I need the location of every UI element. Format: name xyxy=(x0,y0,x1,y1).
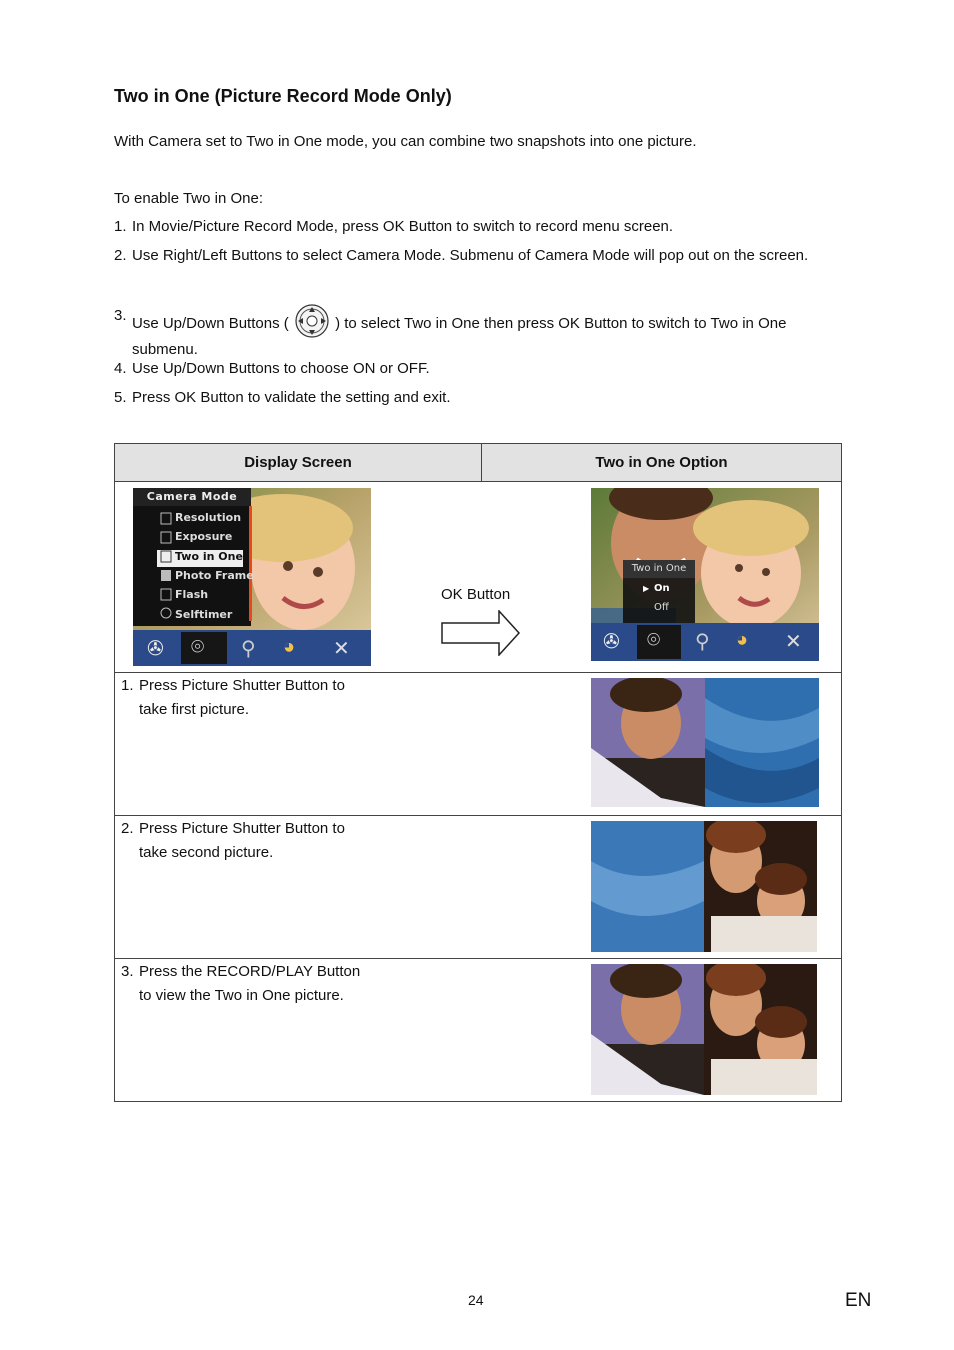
right-arrow-icon xyxy=(441,610,521,656)
submenu-option-on: On xyxy=(654,583,670,594)
menu-item-two-in-one: Two in One xyxy=(175,550,243,563)
table-step-3-text: 3. Press the RECORD/PLAY Button to view the Two in One picture. xyxy=(121,963,361,1004)
menu-item-selftimer: Selftimer xyxy=(175,608,233,621)
enable-heading: To enable Two in One: xyxy=(114,190,263,207)
camera-mode-icon: ⌾ xyxy=(647,627,661,652)
menu-item-photo-frame: Photo Frame xyxy=(175,569,254,582)
page-title: Two in One (Picture Record Mode Only) xyxy=(114,86,452,106)
table-row xyxy=(115,673,842,816)
submenu-title: Two in One xyxy=(631,563,687,574)
selection-pointer-icon: ▶ xyxy=(643,584,650,593)
step-1: 1. In Movie/Picture Record Mode, press OK Button to switch to record menu screen. xyxy=(114,218,674,235)
camera-mode-menu-title: Camera Mode xyxy=(146,490,238,503)
ok-button-label: OK Button xyxy=(441,586,511,603)
second-picture-photo xyxy=(591,821,817,952)
step-3: 3. Use Up/Down Buttons ( ) to select Two in One then press OK Button to switch to Two in One submenu. xyxy=(114,304,844,362)
menu-item-flash: Flash xyxy=(175,588,209,601)
screen-comparison-row xyxy=(115,482,842,673)
settings-tools-icon: ✕ xyxy=(785,631,802,653)
settings-tools-icon: ✕ xyxy=(333,638,350,660)
camera-mode-icon: ⌾ xyxy=(191,634,205,659)
microphone-icon: ⚲ xyxy=(241,638,256,660)
language-label: EN xyxy=(845,1290,872,1311)
two-in-one-submenu-screenshot xyxy=(591,488,819,661)
navigation-dpad-icon xyxy=(293,304,331,338)
page-number: 24 xyxy=(468,1292,484,1308)
menu-item-resolution: Resolution xyxy=(175,511,242,524)
header-display-screen: Display Screen xyxy=(115,444,482,482)
menu-item-exposure: Exposure xyxy=(175,530,233,543)
table-header-row xyxy=(115,444,842,482)
two-in-one-table xyxy=(114,443,842,1102)
step-5: 5. Press OK Button to validate the setting and exit. xyxy=(114,389,451,406)
first-picture-photo xyxy=(591,678,819,807)
header-two-in-one-option: Two in One Option xyxy=(482,444,842,482)
submenu-option-off: Off xyxy=(654,602,669,613)
combined-two-in-one-photo xyxy=(591,964,817,1095)
intro-text: With Camera set to Two in One mode, you can combine two snapshots into one picture. xyxy=(114,133,697,150)
palette-icon: ◕ xyxy=(736,629,749,651)
step-2: 2. Use Right/Left Buttons to select Camera Mode. Submenu of Camera Mode will pop out on the screen. xyxy=(114,247,809,264)
table-row xyxy=(115,816,842,959)
table-step-2-text: 2. Press Picture Shutter Button to take second picture. xyxy=(121,820,345,861)
camera-mode-menu-screenshot xyxy=(133,488,371,666)
microphone-icon: ⚲ xyxy=(695,631,710,653)
movie-mode-icon: ✇ xyxy=(603,631,620,653)
palette-icon: ◕ xyxy=(283,636,296,658)
table-step-1-text: 1. Press Picture Shutter Button to take first picture. xyxy=(121,677,345,718)
table-row xyxy=(115,959,842,1102)
movie-mode-icon: ✇ xyxy=(147,638,164,660)
step-4: 4. Use Up/Down Buttons to choose ON or OFF. xyxy=(114,360,430,377)
